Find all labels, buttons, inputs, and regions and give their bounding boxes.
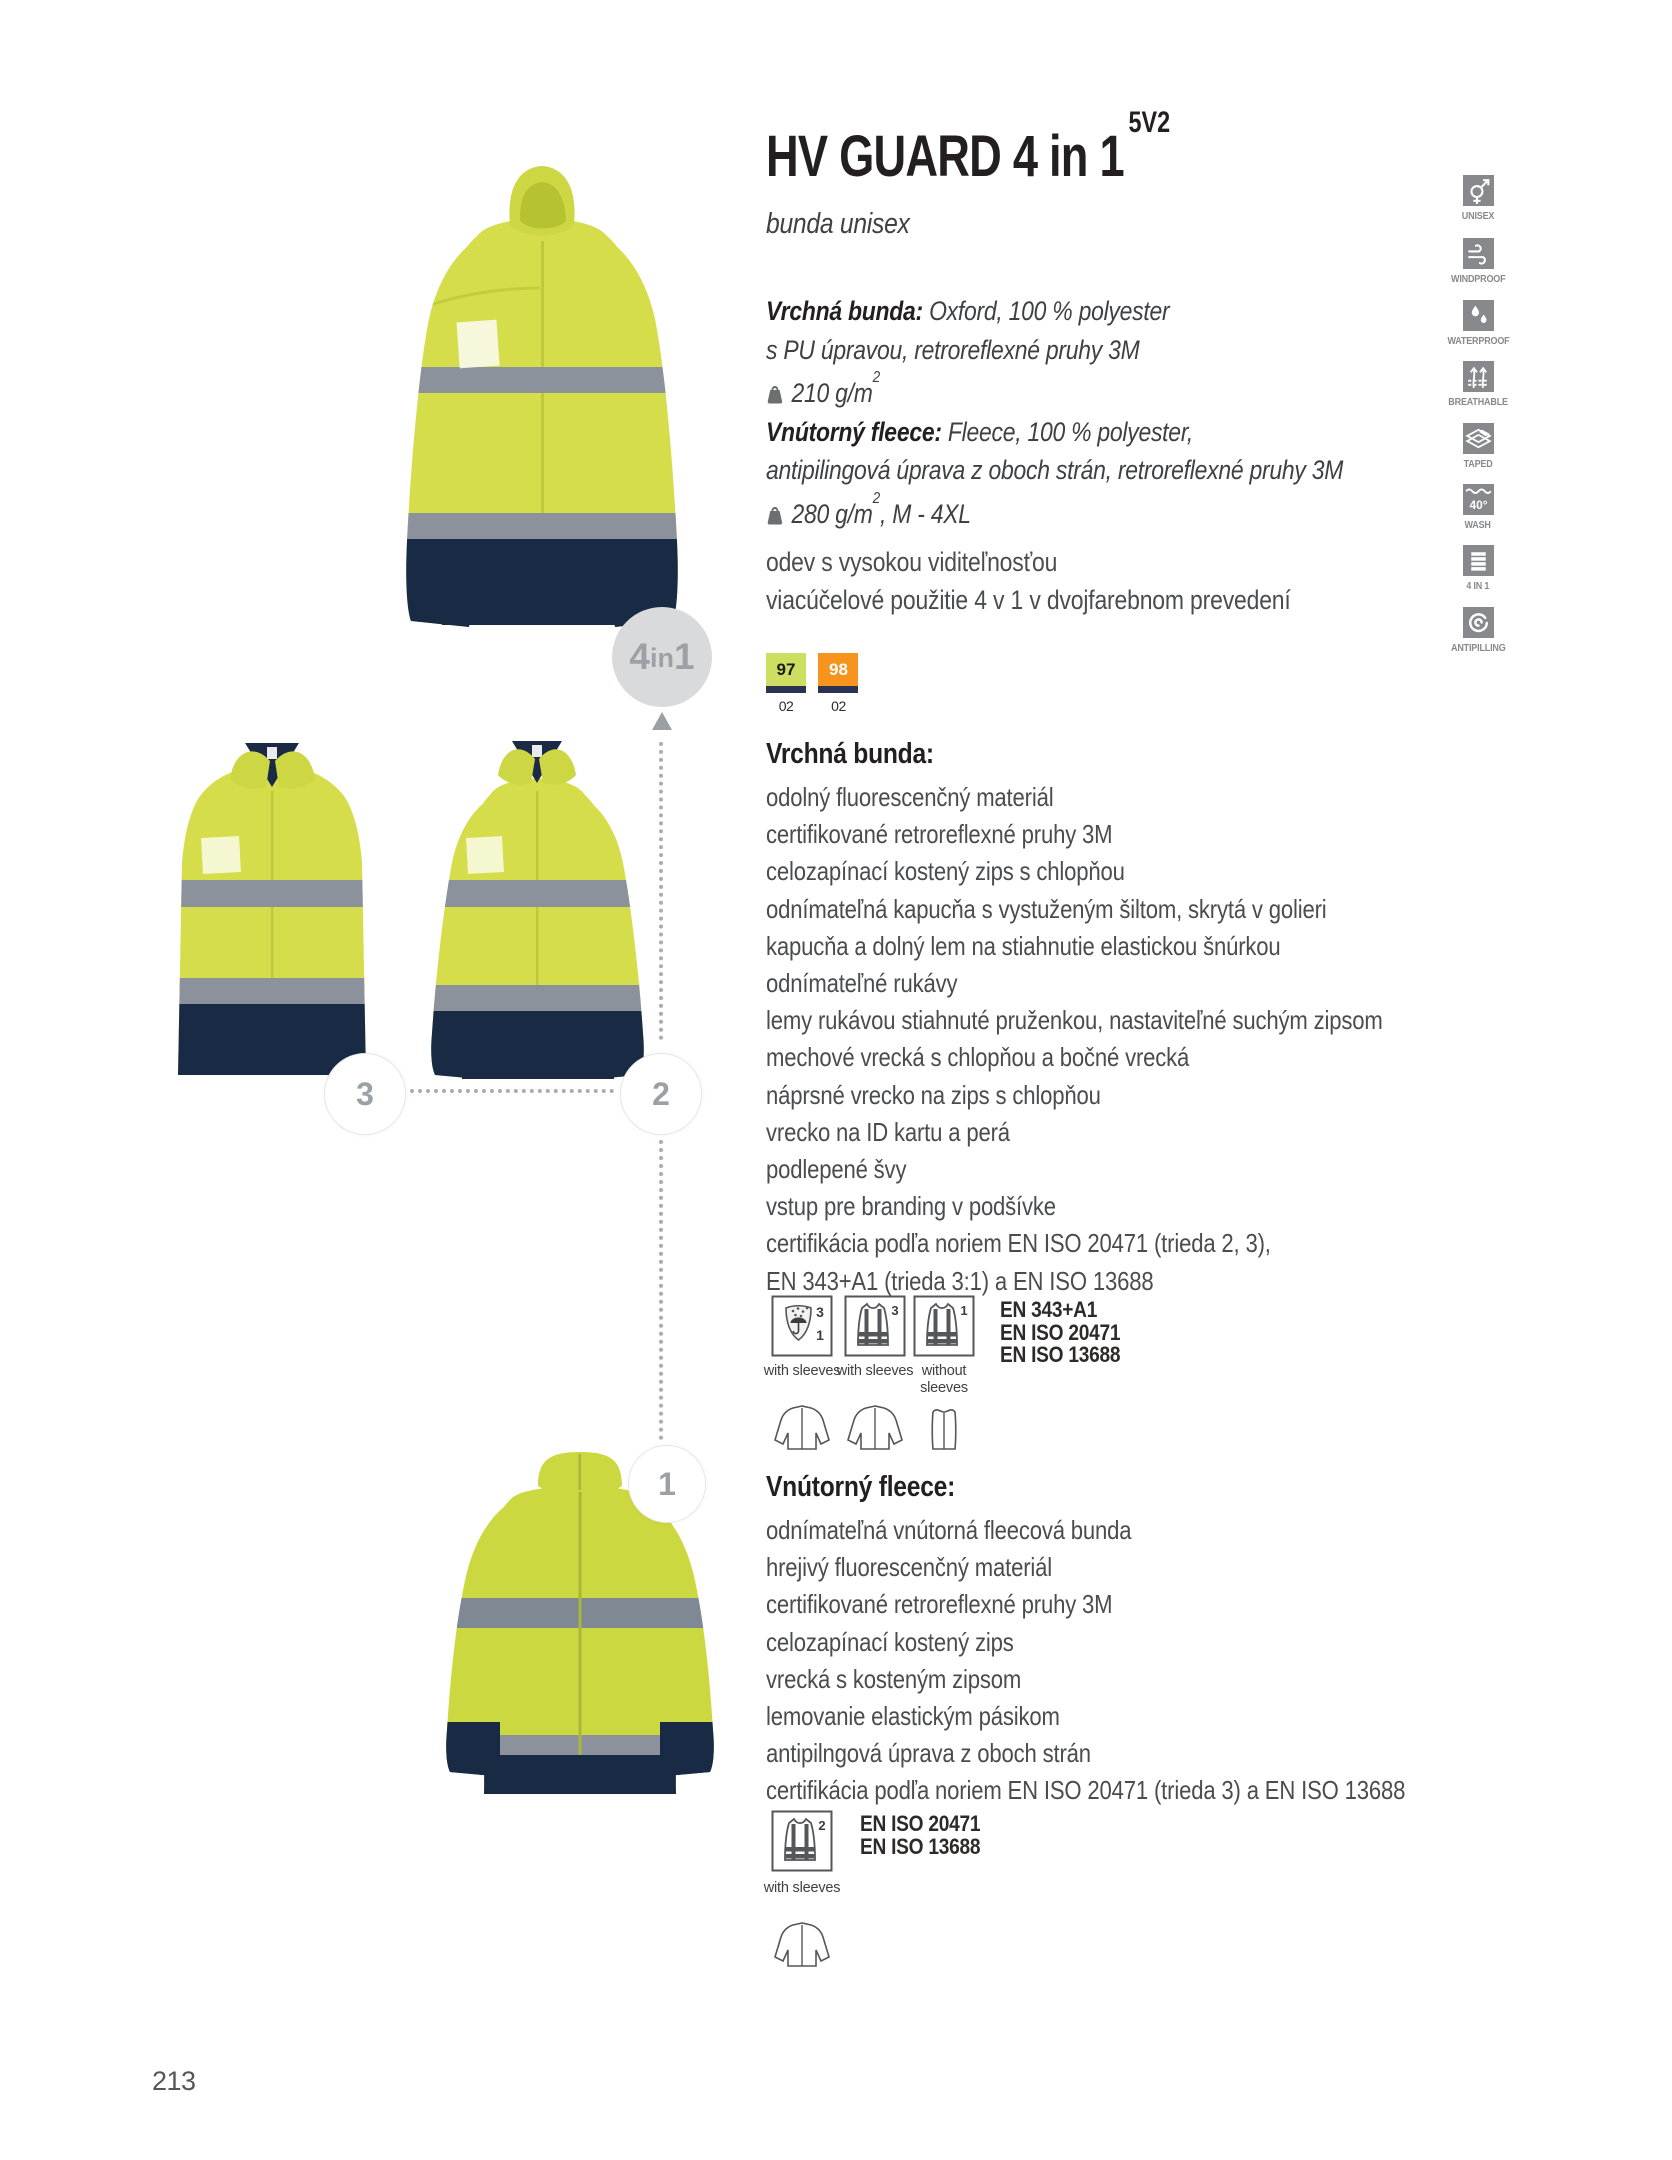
desc-line-4: antipilingová úprava z oboch strán, retroreflexné pruhy 3M (766, 455, 1344, 485)
cert-pictogram-vest-2 (771, 1810, 833, 1872)
section-top-jacket (766, 738, 1446, 1300)
variant-circle-1: 1 (628, 1445, 706, 1523)
standard: EN ISO 20471 (1000, 1319, 1121, 1345)
dotted-connector-vertical-top (659, 742, 663, 1040)
cert-pictogram-vest-1 (913, 1295, 975, 1357)
feature-item: lemovanie elastickým pásikom (766, 1701, 1060, 1732)
feature-item: celozapínací kostený zips (766, 1626, 1014, 1657)
variant-circle-2: 2 (620, 1053, 702, 1135)
cert-pictogram-rain-shield (771, 1295, 833, 1357)
certification-top (763, 1295, 1416, 1465)
product-subtitle: bunda unisex (766, 208, 910, 240)
standard: EN ISO 13688 (1000, 1342, 1121, 1367)
feature-waterproof: WATERPROOF (1442, 300, 1514, 349)
dotted-connector-horizontal (410, 1089, 614, 1093)
color-code: 98 (818, 653, 858, 686)
feature-unisex: UNISEX (1442, 175, 1514, 224)
feature-item: náprsné vrecko na zips s chlopňou (766, 1079, 1101, 1110)
desc-line-1: Vrchná bunda: Oxford, 100 % polyester (766, 296, 1170, 326)
badge-4in1-text: 4 (629, 636, 650, 677)
certification-bottom (763, 1810, 1266, 1980)
svg-text:3: 3 (816, 1304, 824, 1320)
highlight-1: odev s vysokou viditeľnosťou (766, 547, 1058, 577)
feature-item: odolný fluorescenčný materiál (766, 782, 1054, 812)
cert-box-label: with sleeves (763, 1880, 841, 1896)
desc-weight-2: 280 $g/m^2$, M - 4XL (766, 490, 1327, 534)
feature-item: certifikované retroreflexné pruhy 3M (766, 1589, 1113, 1620)
feature-item: kapucňa a dolný lem na stiahnutie elastickou šnúrkou (766, 930, 1281, 961)
standard: EN 343+A1 (1000, 1297, 1098, 1322)
color-code: 97 (766, 653, 806, 686)
color-swatches (766, 653, 866, 714)
section-inner-fleece (766, 1471, 1446, 1810)
wash-icon (1463, 484, 1494, 515)
feature-item: hrejivý fluorescenčný materiál (766, 1552, 1053, 1583)
4in1-icon (1463, 545, 1494, 576)
feature-taped: TAPED (1442, 423, 1514, 472)
feature-item: vrecká s kosteným zipsom (766, 1663, 1022, 1694)
product-photo-main-jacket (370, 163, 715, 630)
feature-item: mechové vrecká s chlopňou a bočné vrecká (766, 1042, 1190, 1073)
unisex-icon (1463, 175, 1494, 206)
color-swatch-98 (818, 653, 858, 714)
arrow-up-icon (652, 712, 672, 730)
feature-item: celozapínací kostený zips s chlopňou (766, 856, 1125, 887)
color-swatch-97 (766, 653, 806, 714)
feature-list (766, 779, 1446, 1300)
vest-outline-icon (926, 1403, 962, 1451)
breathable-icon (1463, 361, 1494, 392)
product-description (766, 292, 1426, 533)
antipilling-icon (1463, 607, 1494, 638)
feature-item: odnímateľná vnútorná fleecová bunda (766, 1515, 1132, 1545)
page-number: 213 (152, 2066, 196, 2096)
svg-text:1: 1 (816, 1327, 824, 1343)
section-heading: Vrchná bunda: (766, 738, 934, 770)
svg-text:1: 1 (960, 1303, 968, 1318)
highlight-2: viacúčelové použitie 4 v 1 v dvojfarebnom prevedení (766, 585, 1291, 615)
feature-list (766, 1512, 1446, 1810)
cert-pictogram-vest-3 (844, 1295, 906, 1357)
feature-item: EN 343+A1 (trieda 3:1) a EN ISO 13688 (766, 1265, 1154, 1296)
cert-box-label: with sleeves (836, 1363, 914, 1379)
feature-4in1: 4 IN 1 (1442, 545, 1514, 594)
feature-item: podlepené švy (766, 1154, 907, 1185)
feature-item: vstup pre branding v podšívke (766, 1191, 1056, 1222)
svg-text:3: 3 (891, 1303, 899, 1318)
feature-item: odnímateľné rukávy (766, 968, 958, 999)
feature-antipilling: ANTIPILLING (1442, 607, 1514, 656)
svg-text:2: 2 (818, 1818, 826, 1833)
feature-breathable: BREATHABLE (1442, 361, 1514, 410)
feature-wash: 40° WASH (1442, 484, 1514, 533)
desc-weight-1: 210 $g/m^2$ (766, 369, 1327, 413)
product-header (766, 105, 1326, 241)
feature-windproof: WINDPROOF (1442, 238, 1514, 287)
desc-line-2: s PU úpravou, retroreflexné pruhy 3M (766, 334, 1140, 365)
desc-line-3: Vnútorný fleece: Fleece, 100 % polyester, (766, 416, 1194, 447)
weight-icon (766, 385, 784, 404)
feature-item: lemy rukávou stiahnuté pruženkou, nastaviteľné suchým zipsom (766, 1005, 1383, 1036)
cert-box-label: with sleeves (763, 1363, 841, 1379)
jacket-outline-icon (773, 1920, 831, 1968)
windproof-icon (1463, 238, 1494, 269)
color-strip (818, 686, 858, 693)
product-highlights (766, 543, 1426, 619)
feature-item: odnímateľná kapucňa s vystuženým šiltom, skrytá v golieri (766, 893, 1327, 924)
jacket-outline-icon (773, 1403, 831, 1451)
page-title: HV GUARD 4 in $1^{5V2}$ (766, 105, 1171, 189)
standard: EN ISO 20471 (860, 1811, 981, 1836)
cert-standards-top (1000, 1299, 1142, 1367)
feature-item: certifikácia podľa noriem EN ISO 20471 (trieda 3) a EN ISO 13688 (766, 1775, 1406, 1806)
color-strip (766, 686, 806, 693)
taped-icon (1463, 423, 1494, 454)
cert-box-label: without sleeves (920, 1363, 968, 1396)
shade-code: 02 (831, 698, 846, 714)
feature-item: certifikácia podľa noriem EN ISO 20471 (trieda 2, 3), (766, 1228, 1271, 1259)
cert-standards-bottom (860, 1813, 1002, 1858)
feature-item: vrecko na ID kartu a perá (766, 1116, 1010, 1147)
feature-item: antipilngová úprava z oboch strán (766, 1738, 1091, 1769)
jacket-outline-icon (846, 1403, 904, 1451)
dotted-connector-vertical-bottom (659, 1140, 663, 1440)
variant-circle-3: 3 (324, 1053, 406, 1135)
product-photo-jacket-sleeves (420, 733, 655, 1085)
feature-item: certifikované retroreflexné pruhy 3M (766, 819, 1113, 850)
standard: EN ISO 13688 (860, 1833, 981, 1859)
badge-4in1: 4 in 1 (612, 607, 712, 707)
title-variant-code: 5V2 (1128, 105, 1171, 139)
shade-code: 02 (778, 698, 794, 714)
section-heading: Vnútorný fleece: (766, 1471, 956, 1503)
waterproof-icon (1463, 300, 1494, 331)
weight-icon (766, 506, 784, 525)
svg-text:40°: 40° (1469, 497, 1487, 512)
product-photo-vest (170, 735, 375, 1080)
